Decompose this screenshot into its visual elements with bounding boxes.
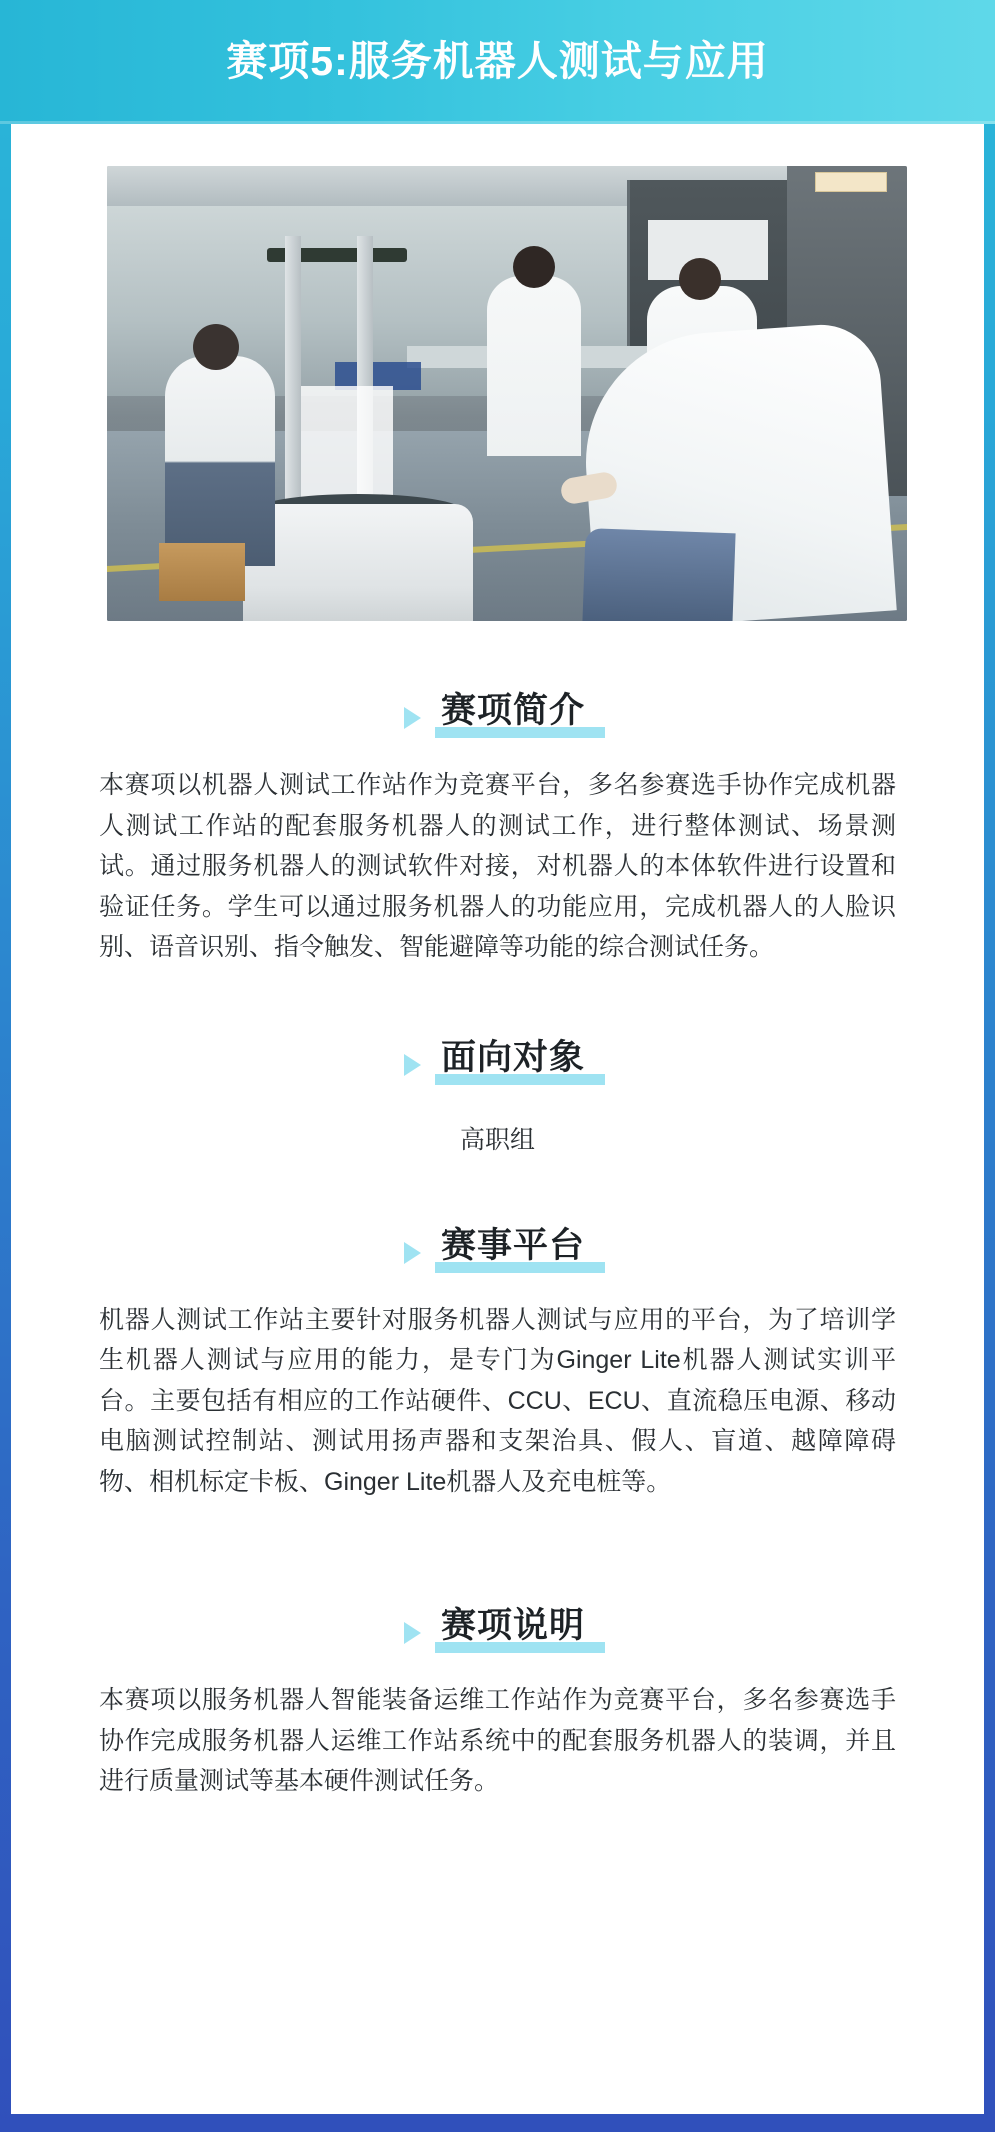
- page-header: [0, 0, 995, 124]
- photo-person-standing: [487, 276, 581, 456]
- page-title: 赛项5:服务机器人测试与应用: [226, 38, 769, 85]
- photo-wall-label: [815, 172, 887, 192]
- section-title: 赛项说明: [440, 1606, 585, 1645]
- section-heading-intro: [11, 683, 984, 739]
- triangle-right-icon: [404, 1054, 421, 1076]
- section-title: 赛事平台: [440, 1225, 585, 1265]
- spacer: [11, 1502, 984, 1536]
- hero-image: [107, 166, 907, 621]
- section-body-description: 本赛项以服务机器人智能装备运维工作站作为竞赛平台，多名参赛选手协作完成服务机器人运维工作站系统中的配套服务机器人的装调，并且进行质量测试等基本硬件测试任务。: [99, 1686, 896, 1795]
- section-heading-description: [11, 1598, 984, 1654]
- photo-scene: [107, 166, 907, 621]
- section-body-audience: 高职组: [459, 1125, 535, 1154]
- triangle-right-icon: [404, 1622, 421, 1644]
- triangle-right-icon: [404, 1242, 421, 1264]
- content-card: [11, 124, 984, 2114]
- photo-person-left: [165, 356, 275, 566]
- section-body-intro: 本赛项以机器人测试工作站作为竞赛平台，多名参赛选手协作完成机器人测试工作站的配套服务机器人的测试工作，进行整体测试、场景测试。通过服务机器人的测试软件对接，对机器人的本体软件进行设置和验证任务。学生可以通过服务机器人的功能应用，完成机器人的人脸识别、语音识别、指令触发、智能避障等功能的综合测试任务。: [99, 771, 896, 961]
- section-title: 赛项简介: [440, 691, 585, 730]
- photo-stool: [159, 543, 245, 601]
- robot-body-cover: [301, 386, 393, 506]
- section-title: 面向对象: [440, 1037, 585, 1077]
- hero-image-wrap: [11, 124, 984, 621]
- section-heading-audience: [11, 1030, 984, 1086]
- robot-base: [243, 504, 473, 621]
- triangle-right-icon: [404, 707, 421, 729]
- section-heading-platform: [11, 1218, 984, 1274]
- section-body-platform: 机器人测试工作站主要针对服务机器人测试与应用的平台，为了培训学生机器人测试与应用的能力，是专门为Ginger Lite机器人测试实训平台。主要包括有相应的工作站硬件、CCU、ECU、直流稳压电源、移动电脑测试控制站、测试用扬声器和支架治具、假人、盲道、越障障碍物、相机标定卡板、Ginger Lite机器人及充电桩等。: [99, 1305, 896, 1496]
- robot-pole-left: [285, 236, 301, 536]
